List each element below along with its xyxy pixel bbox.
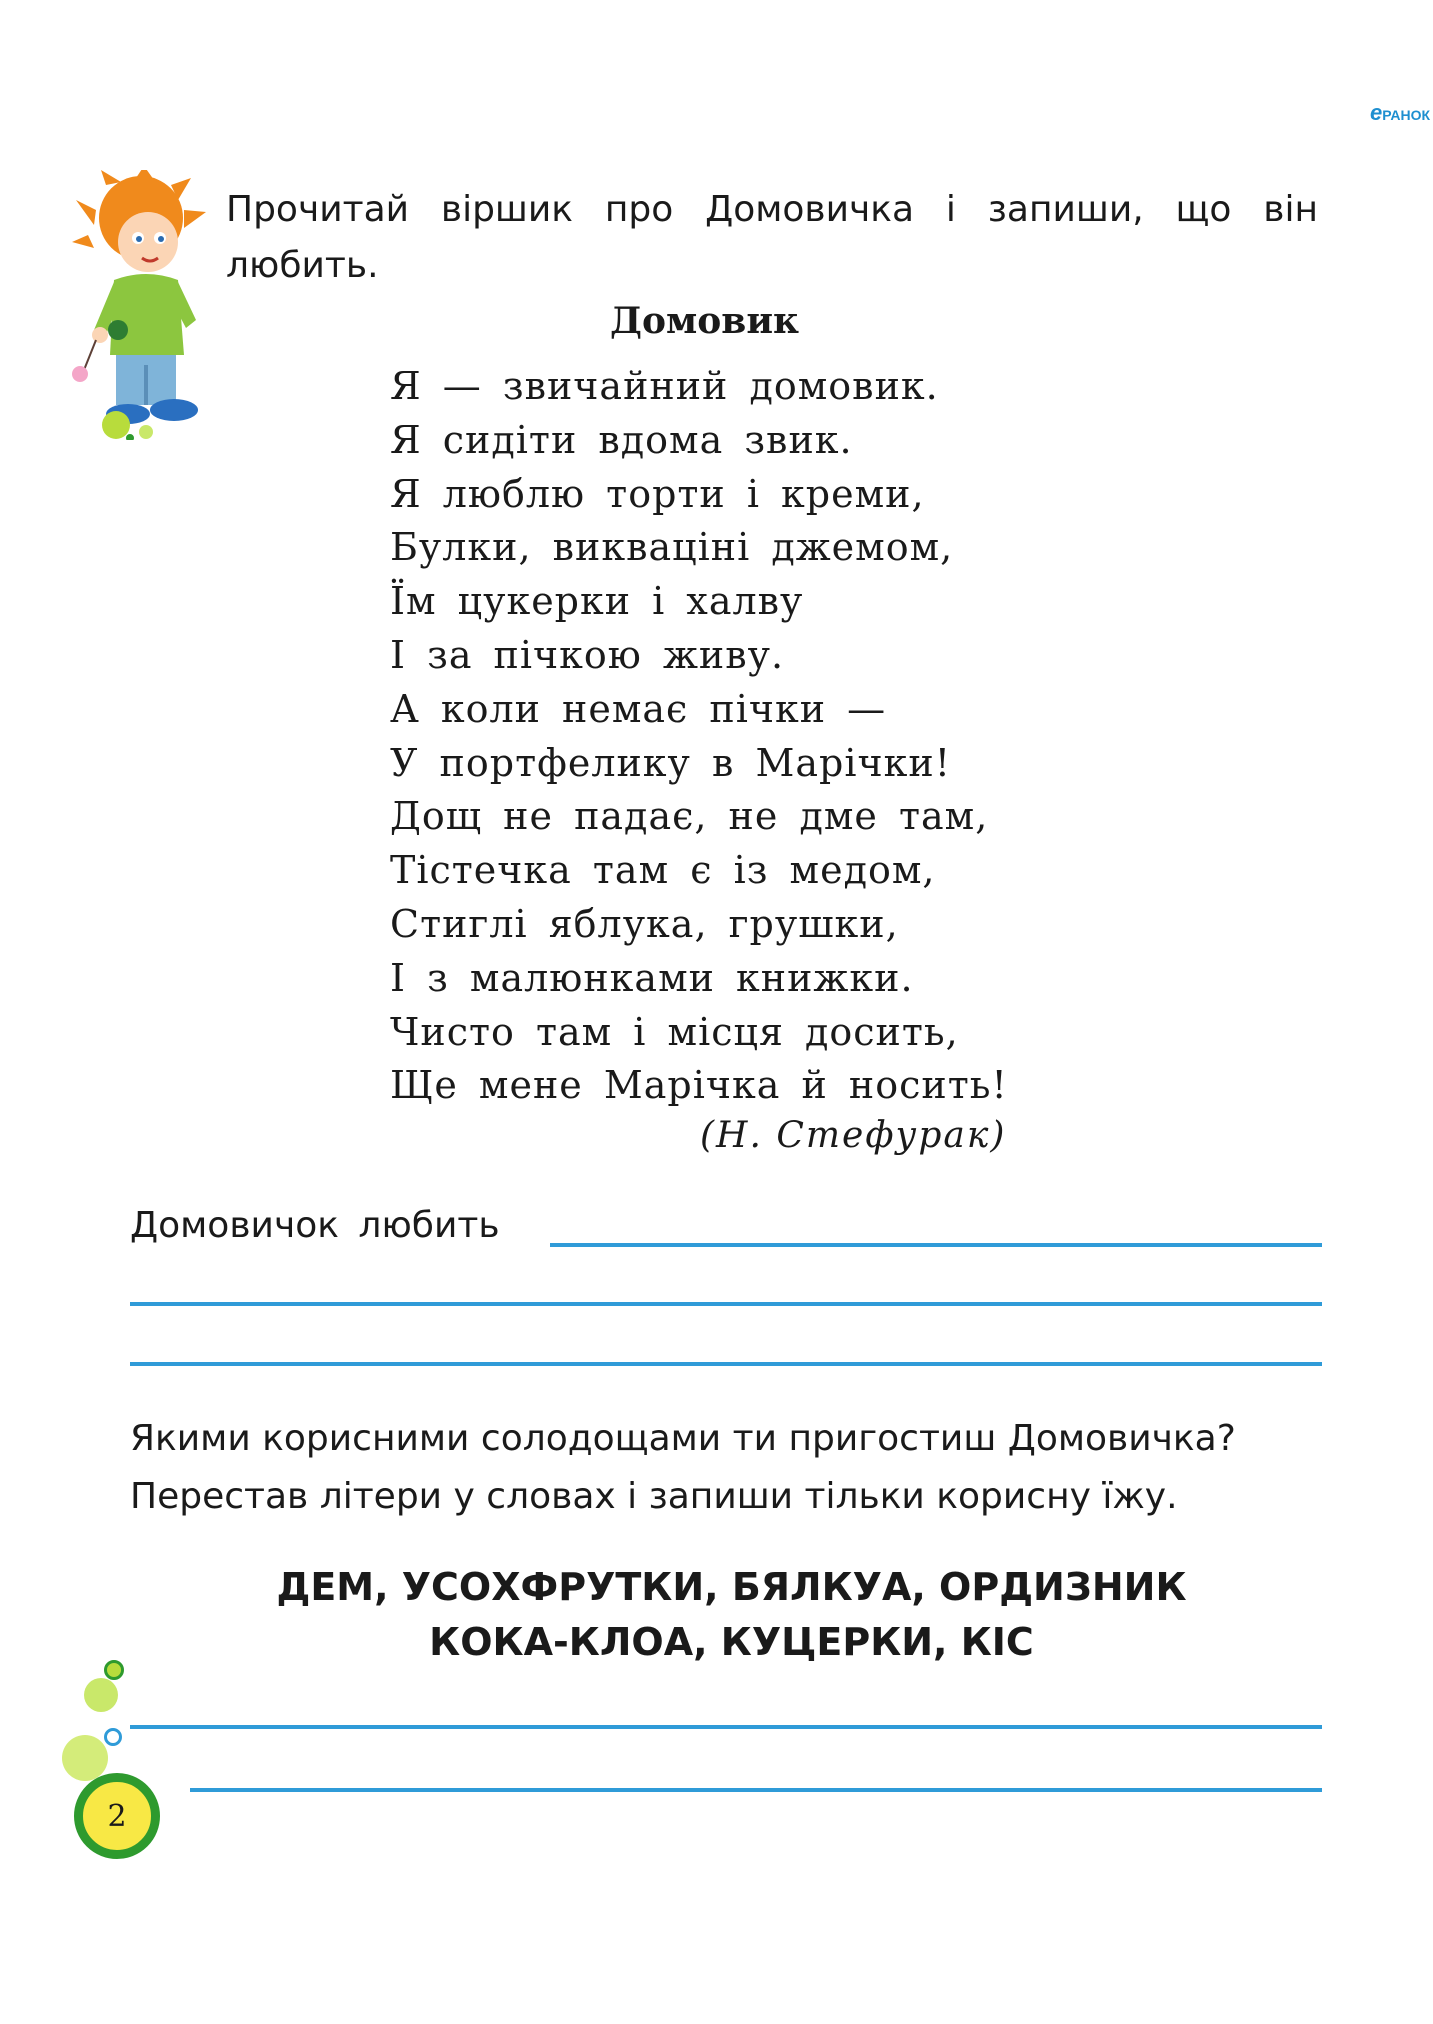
answer-line-5[interactable] bbox=[190, 1788, 1322, 1792]
poem-line: Стиглі яблука, грушки, bbox=[390, 901, 899, 946]
publisher-logo bbox=[1370, 100, 1430, 126]
scrambled-words-line-2: КОКА-КЛОА, КУЦЕРКИ, КІС bbox=[429, 1620, 1034, 1664]
poem-line: І за пічкою живу. bbox=[390, 632, 785, 677]
answer-line-2[interactable] bbox=[130, 1302, 1322, 1306]
page-number: 2 bbox=[74, 1773, 160, 1859]
task2-question: Якими корисними солодощами ти пригостиш Домовичка? bbox=[130, 1418, 1236, 1459]
answer-line-1[interactable] bbox=[550, 1243, 1322, 1247]
poem-line: Їм цукерки і халву bbox=[390, 579, 804, 624]
poem-title: Домовик bbox=[610, 300, 800, 342]
poem-line: У портфелику в Марічки! bbox=[390, 740, 951, 785]
answer-label: Домовичок любить bbox=[130, 1205, 500, 1246]
poem-line: Чисто там і місця досить, bbox=[390, 1009, 959, 1054]
task2-text bbox=[130, 1410, 1320, 1526]
poem-line: Ще мене Марічка й носить! bbox=[390, 1063, 1008, 1108]
publisher-logo-mark: e bbox=[1370, 100, 1383, 125]
boy-illustration bbox=[66, 170, 216, 440]
poem-line: Булки, викваціні джемом, bbox=[390, 525, 954, 570]
decor-bubble bbox=[104, 1660, 124, 1680]
poem bbox=[390, 360, 1090, 1113]
poem-line: А коли немає пічки — bbox=[390, 686, 887, 731]
decor-bubble bbox=[84, 1678, 118, 1712]
poem-author: (Н. Стефурак) bbox=[700, 1115, 1007, 1156]
publisher-logo-name: РАНОК bbox=[1382, 107, 1431, 123]
poem-line: І з малюнками книжки. bbox=[390, 955, 914, 1000]
scrambled-words-line-1: ДЕМ, УСОХФРУТКИ, БЯЛКУА, ОРДИЗНИК bbox=[276, 1565, 1187, 1609]
answer-line-3[interactable] bbox=[130, 1362, 1322, 1366]
decor-bubble bbox=[104, 1728, 122, 1746]
poem-line: Я сидіти вдома звик. bbox=[390, 417, 853, 462]
answer-line-4[interactable] bbox=[130, 1725, 1322, 1729]
poem-line: Дощ не падає, не дме там, bbox=[390, 794, 989, 839]
task2-instruction: Перестав літери у словах і запиши тільки корисну їжу. bbox=[130, 1476, 1178, 1517]
poem-line: Тістечка там є із медом, bbox=[390, 848, 936, 893]
task-instruction: Прочитай віршик про Домовичка і запиши, що він любить. bbox=[226, 189, 1318, 286]
poem-line: Я — звичайний домовик. bbox=[390, 364, 939, 408]
poem-line: Я люблю торти і креми, bbox=[390, 471, 925, 516]
decor-bubble bbox=[62, 1735, 108, 1781]
